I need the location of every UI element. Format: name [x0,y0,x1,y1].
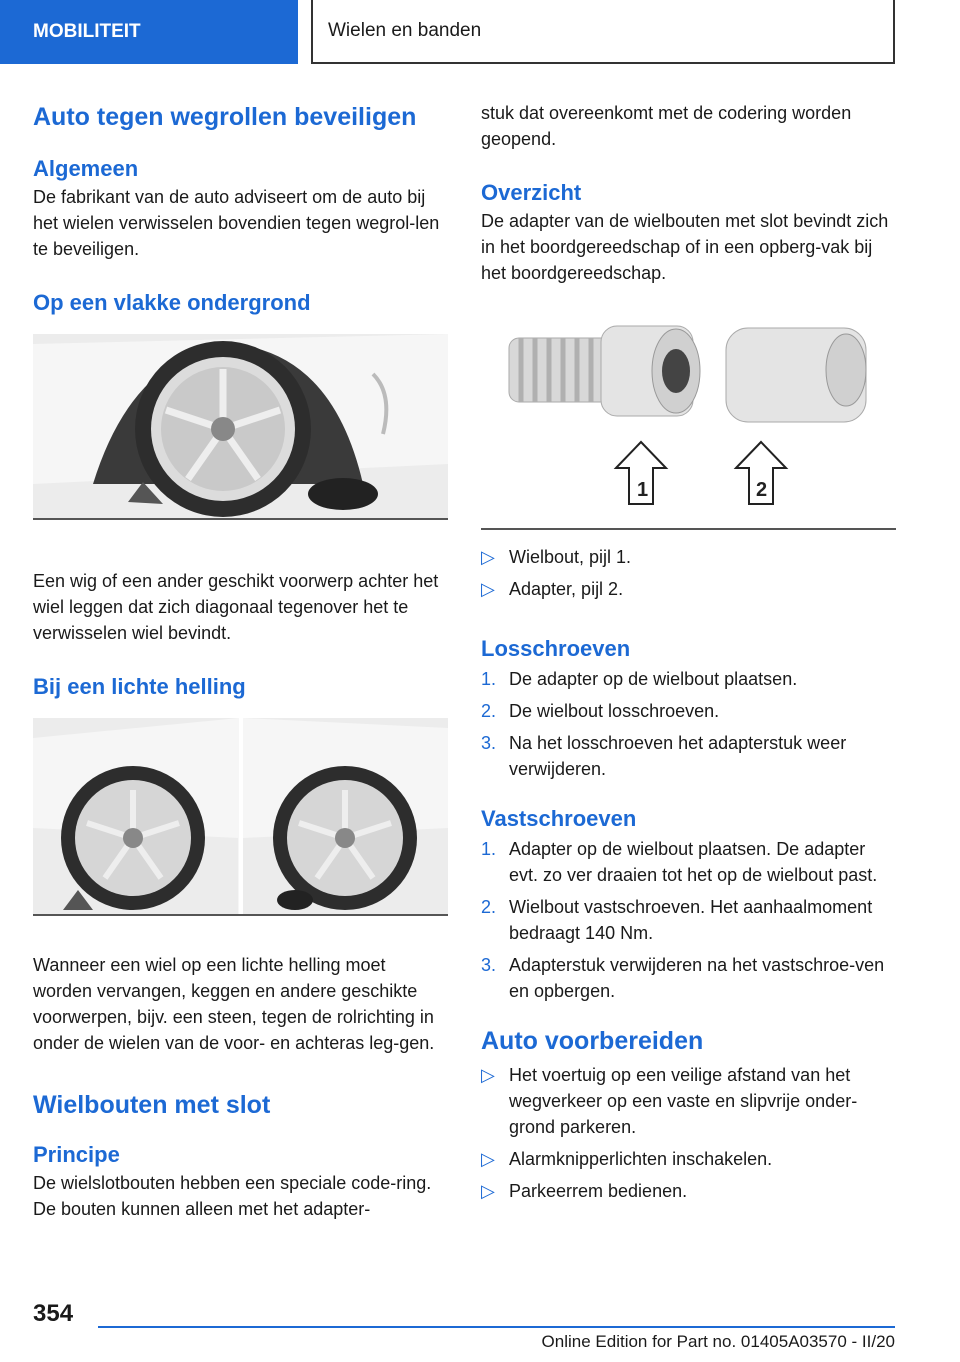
list-item: 2. Wielbout vastschroeven. Het aanhaalmoment bedraagt 140 Nm. [481,897,873,943]
slope-chock-illustration [33,718,448,914]
figure-wheels-slope [33,718,448,916]
right-column [481,100,896,1204]
text-helling: Wanneer een wiel op een lichte helling moet worden vervangen, keggen en andere geschikte voorwerpen, bijv. een steen, tegen de rolrichting in onder de wielen van de voor- en achteras leg‐gen. [33,955,435,1053]
footer-edition: Online Edition for Part no. 01405A03570 - II/20 [541,1332,895,1351]
bullet-triangle-icon: ▷ [481,547,495,567]
list-item: 1. De adapter op de wielbout plaatsen. [481,669,798,689]
losschroeven-steps [481,666,896,782]
bullet-triangle-icon: ▷ [481,579,495,599]
footer-divider [98,1326,895,1328]
chapter-label: Wielen en banden [328,20,482,41]
heading-helling: Bij een lichte helling [33,674,246,699]
text-principe: De wielslotbouten hebben een speciale code‐ring. De bouten kunnen alleen met het adapter‐ [33,1173,432,1219]
bullet-triangle-icon: ▷ [481,1065,495,1085]
heading-vlak: Op een vlakke ondergrond [33,290,311,315]
bullet-triangle-icon: ▷ [481,1149,495,1169]
heading-wielbouten-slot: Wielbouten met slot [33,1091,271,1119]
list-item: ▷ Parkeerrem bedienen. [481,1178,896,1204]
list-item: 3. Adapterstuk verwijderen na het vastschroe‐ven en opbergen. [481,955,885,1001]
figure-bolt-adapter [481,308,896,530]
vastschroeven-steps [481,836,896,1004]
bullet-triangle-icon: ▷ [481,1181,495,1201]
list-item: ▷ Wielbout, pijl 1. [481,544,896,570]
list-item: 1. Adapter op de wielbout plaatsen. De adapter evt. zo ver draaien tot het op de wielbout past. [481,839,878,885]
heading-voorbereiden: Auto voorbereiden [481,1027,704,1055]
left-column [33,100,448,1222]
list-item: ▷ Het voertuig op een veilige afstand van het wegverkeer op een vaste en slipvrije onder‐grond parkeren. [481,1062,896,1140]
heading-principe: Principe [33,1142,120,1167]
figure-wheel-flat [33,334,448,520]
text-vlak: Een wig of een ander geschikt voorwerp achter het wiel leggen dat zich diagonaal tegenover het te verwisselen wiel bevindt. [33,571,439,643]
heading-wegrollen: Auto tegen wegrollen beveiligen [33,103,417,131]
voorbereiden-list [481,1062,896,1204]
heading-losschroeven: Losschroeven [481,636,631,661]
heading-overzicht: Overzicht [481,180,582,205]
page-number: 354 [33,1300,74,1327]
chapter-header [311,0,895,64]
list-item: 2. De wielbout losschroeven. [481,701,720,721]
bolt-adapter-illustration [481,308,896,528]
arrow-label-2: 2 [756,479,768,501]
heading-vastschroeven: Vastschroeven [481,806,637,831]
list-item: ▷ Alarmknipperlichten inschakelen. [481,1146,896,1172]
text-continued: stuk dat overeenkomt met de codering worden geopend. [481,103,852,149]
wheel-chock-illustration [33,334,448,518]
heading-algemeen: Algemeen [33,156,139,181]
section-label: MOBILITEIT [33,21,141,42]
text-overzicht: De adapter van de wielbouten met slot bevindt zich in het boordgereedschap of in een opberg‐vak bij het boordgereedschap. [481,211,889,283]
section-tab [0,0,298,64]
text-algemeen: De fabrikant van de auto adviseert om de auto bij het wielen verwisselen bovendien tegen wegrol‐len te beveiligen. [33,187,440,259]
arrow-label-1: 1 [637,479,649,501]
overzicht-list [481,544,896,602]
list-item: 3. Na het losschroeven het adapterstuk weer verwijderen. [481,733,847,779]
list-item: ▷ Adapter, pijl 2. [481,576,896,602]
